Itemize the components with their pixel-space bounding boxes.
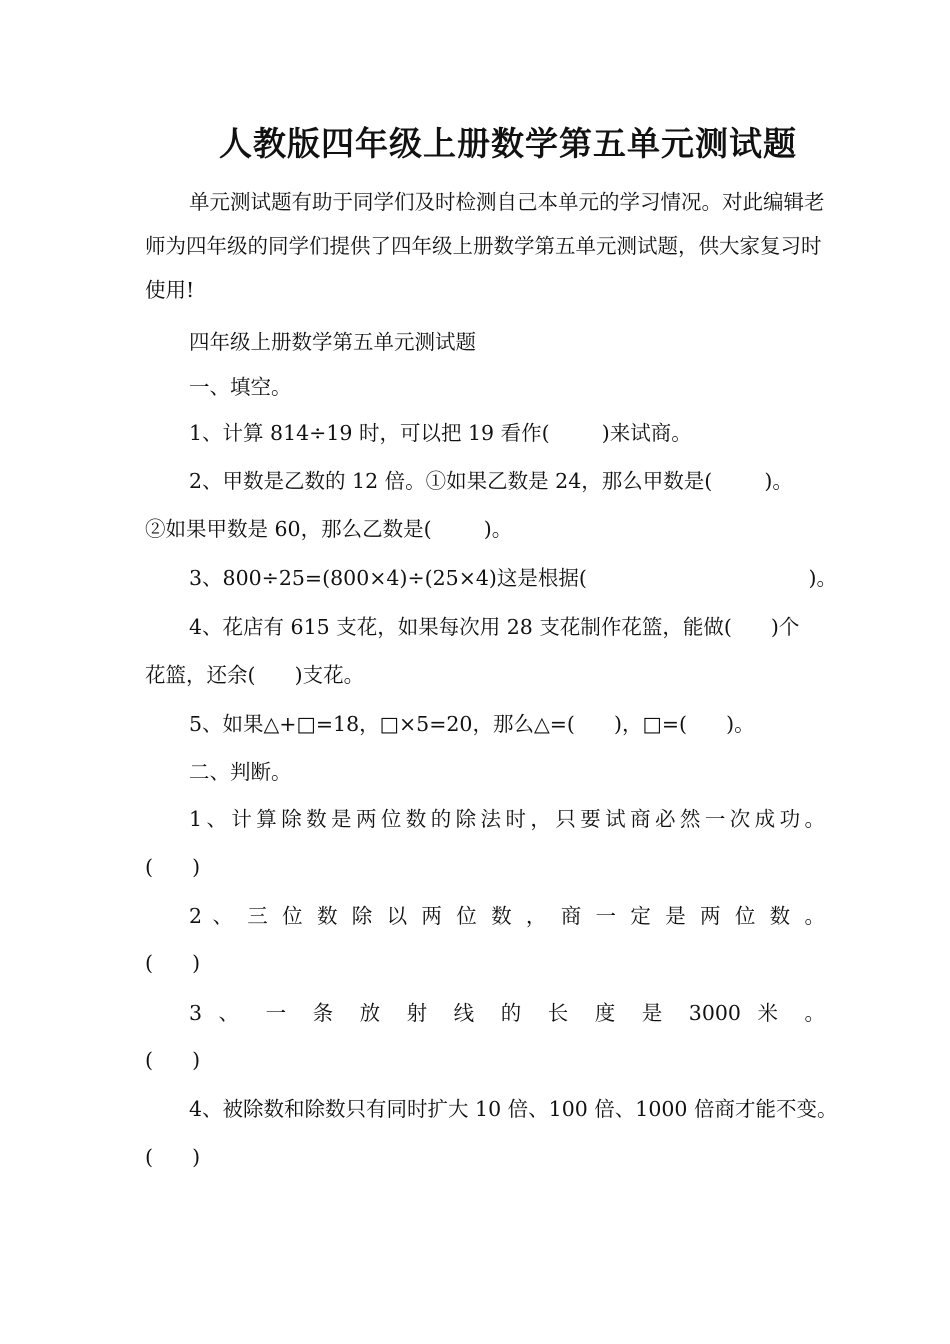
question-2-line-1: 2、甲数是乙数的 12 倍。①如果乙数是 24，那么甲数是( )。	[189, 469, 793, 493]
question-2-line-2: ②如果甲数是 60，那么乙数是( )。	[145, 517, 513, 541]
section-heading-fill: 一、填空。	[189, 375, 292, 399]
page-title: 人教版四年级上册数学第五单元测试题	[219, 124, 797, 163]
subtitle: 四年级上册数学第五单元测试题	[189, 330, 476, 354]
judge-4-line-2: ( )	[145, 1145, 201, 1169]
question-3: 3、800÷25=(800×4)÷(25×4)这是根据( )。	[189, 566, 837, 590]
intro-paragraph: 单元测试题有助于同学们及时检测自己本单元的学习情况。对此编辑老师为四年级的同学们提供了四年级上册数学第五单元测试题，供大家复习时使用!	[145, 190, 825, 302]
judge-3-line-2: ( )	[145, 1048, 201, 1072]
judge-3-line-1: 3 、 一 条 放 射 线 的 长 度 是 3000 米 。	[189, 1001, 825, 1025]
judge-1-line-1: 1、计算除数是两位数的除法时，只要试商必然一次成功。	[189, 807, 825, 831]
question-5: 5、如果△+□=18，□×5=20，那么△=( )，□=( )。	[189, 712, 755, 736]
judge-1-line-2: ( )	[145, 855, 201, 879]
judge-2-line-2: ( )	[145, 951, 201, 975]
question-4-line-2: 花篮，还余( )支花。	[145, 663, 365, 687]
question-1: 1、计算 814÷19 时，可以把 19 看作( )来试商。	[189, 421, 692, 445]
question-4-line-1: 4、花店有 615 支花，如果每次用 28 支花制作花篮，能做( )个	[189, 615, 800, 639]
judge-4-line-1: 4、被除数和除数只有同时扩大 10 倍、100 倍、1000 倍商才能不变。	[189, 1097, 838, 1121]
section-heading-judge: 二、判断。	[189, 760, 292, 784]
judge-2-line-1: 2 、 三 位 数 除 以 两 位 数 ， 商 一 定 是 两 位 数 。	[189, 904, 825, 928]
